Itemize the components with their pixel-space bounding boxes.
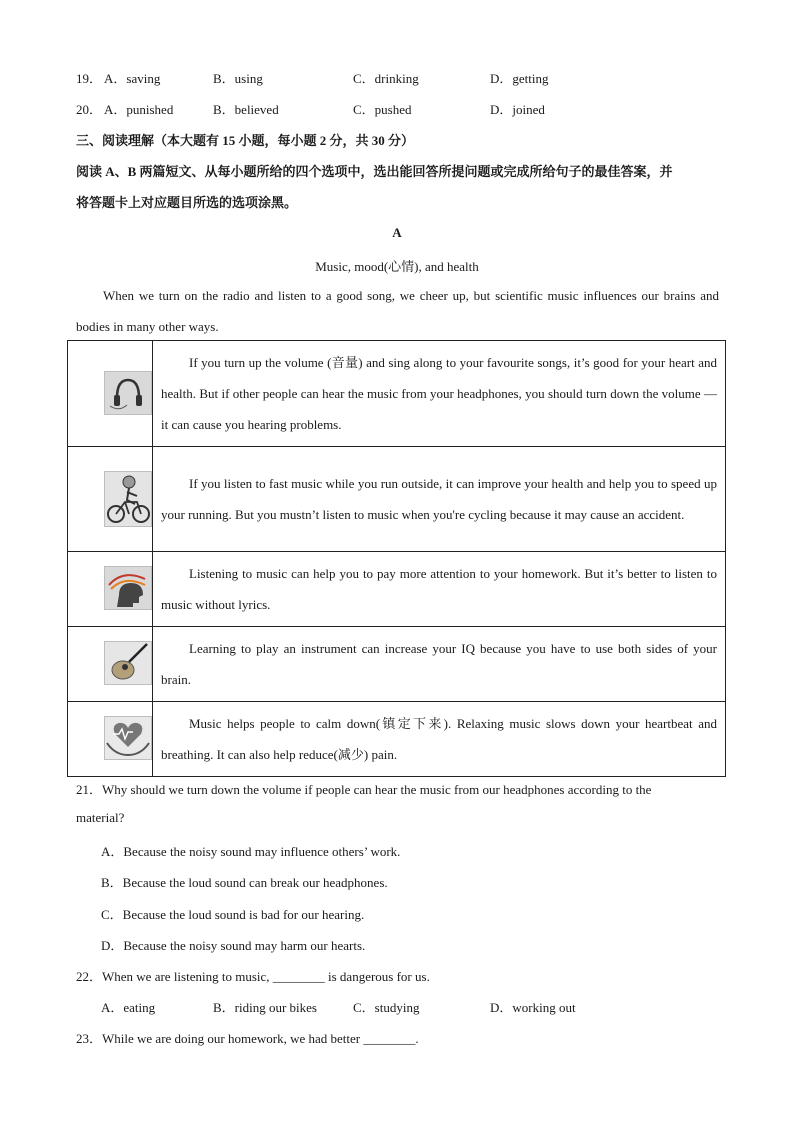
q22-option-c: C．studying <box>353 1000 420 1015</box>
table-row <box>68 702 726 777</box>
q19-option-b: B．using <box>213 71 263 86</box>
table-row <box>68 341 726 447</box>
q21-option-c: C．Because the loud sound is bad for our hearing. <box>101 907 365 922</box>
table-row-text: If you listen to fast music while you run outside, it can improve your health and help you to speed up your running. But you mustn’t listen to music when you're cycling because it may cause an accident. <box>161 476 717 522</box>
question-20-number: 20． <box>76 102 103 117</box>
q20-option-d: D．joined <box>490 102 545 117</box>
passage-intro: When we turn on the radio and listen to a good song, we cheer up, but scientific music influences our brains and bodies in many other ways. <box>76 288 719 334</box>
passage-title: Music, mood(心情), and health <box>315 259 479 274</box>
q22-option-d: D．working out <box>490 1000 576 1015</box>
table-row-text: If you turn up the volume (音量) and sing along to your favourite songs, it’s good for your heart and health. But if other people can hear the music from your headphones, you should turn down the volume — it can cause you hearing problems. <box>161 355 717 432</box>
q21-option-a: A．Because the noisy sound may influence others’ work. <box>101 844 401 859</box>
instructions-line-2: 将答题卡上对应题目所选的选项涂黑。 <box>76 195 298 210</box>
q22-option-b: B．riding our bikes <box>213 1000 317 1015</box>
q19-option-d: D．getting <box>490 71 549 86</box>
table-row-text: Learning to play an instrument can increase your IQ because you have to use both sides of your brain. <box>161 641 717 687</box>
table-icon-cell <box>68 627 153 702</box>
table-text-cell <box>153 552 726 627</box>
guitar-icon <box>104 641 152 685</box>
brain-icon <box>104 566 152 610</box>
cyclist-icon <box>104 471 152 527</box>
q20-option-b: B．believed <box>213 102 279 117</box>
music-effects-table <box>67 340 726 777</box>
table-text-cell <box>153 341 726 447</box>
q21-option-b: B．Because the loud sound can break our headphones. <box>101 875 388 890</box>
table-text-cell <box>153 702 726 777</box>
question-23-stem: 23．While we are doing our homework, we had better ________. <box>76 1031 419 1046</box>
table-row <box>68 447 726 552</box>
table-text-cell <box>153 627 726 702</box>
table-row <box>68 552 726 627</box>
passage-label: A <box>392 225 402 240</box>
section-title: 三、阅读理解（本大题有 15 小题，每小题 2 分，共 30 分） <box>76 133 415 148</box>
table-row <box>68 627 726 702</box>
table-icon-cell <box>68 702 153 777</box>
instructions-line-1: 阅读 A、B 两篇短文、从每小题所给的四个选项中，选出能回答所提问题或完成所给句子的最佳答案，并 <box>76 164 673 179</box>
q21-option-d: D．Because the noisy sound may harm our hearts. <box>101 938 366 953</box>
headphones-icon <box>104 371 152 415</box>
q19-option-a: A．saving <box>104 71 161 86</box>
table-icon-cell <box>68 341 153 447</box>
question-22-stem: 22．When we are listening to music, ________ is dangerous for us. <box>76 969 430 984</box>
table-row-text: Listening to music can help you to pay more attention to your homework. But it’s better to listen to music without lyrics. <box>161 566 717 612</box>
q20-option-a: A．punished <box>104 102 174 117</box>
table-text-cell <box>153 447 726 552</box>
q22-option-a: A．eating <box>101 1000 156 1015</box>
table-row-text: Music helps people to calm down(镇定下来). Relaxing music slows down your heartbeat and breathing. It can also help reduce(减少) pain. <box>161 716 717 762</box>
question-21-stem-cont: material? <box>76 810 125 825</box>
heart-hands-icon <box>104 716 152 760</box>
table-icon-cell <box>68 447 153 552</box>
q19-option-c: C．drinking <box>353 71 419 86</box>
question-19-number: 19． <box>76 71 103 86</box>
question-21-stem: 21．Why should we turn down the volume if people can hear the music from our headphones according to the <box>76 782 652 797</box>
table-icon-cell <box>68 552 153 627</box>
q20-option-c: C．pushed <box>353 102 412 117</box>
